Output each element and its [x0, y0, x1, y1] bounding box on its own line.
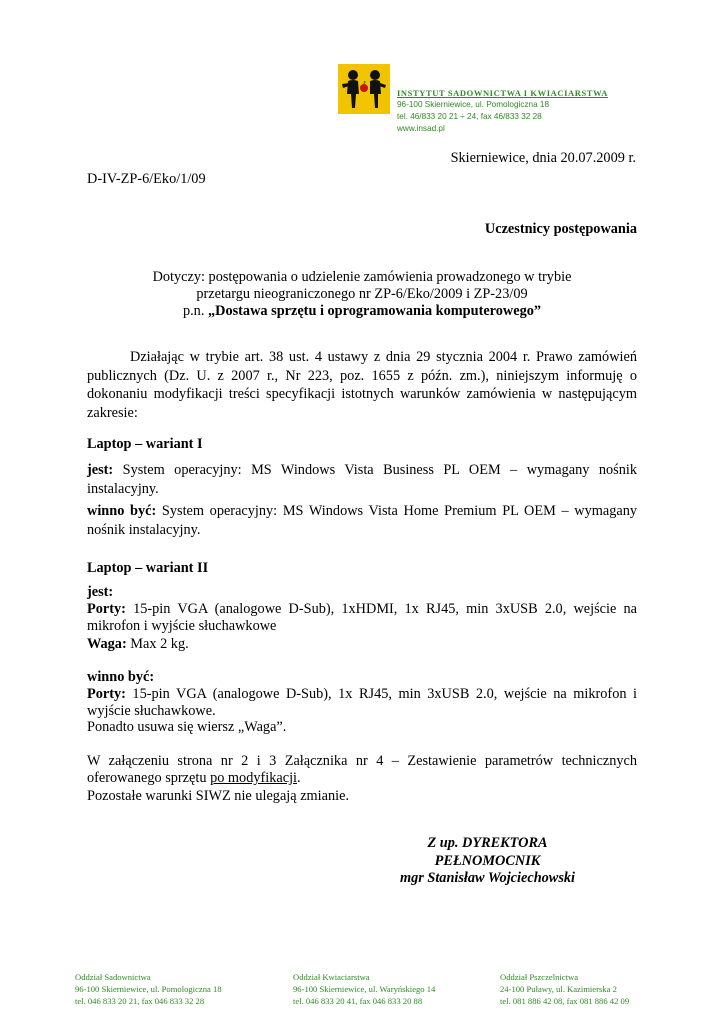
porty-label: Porty: [87, 601, 126, 617]
attachment-end: . [297, 770, 301, 786]
institute-phone: tel. 46/833 20 21 ÷ 24, fax 46/833 32 28 [397, 112, 542, 121]
footer-title: Oddział Sadownictwa [75, 972, 151, 982]
intro-paragraph: Działając w trybie art. 38 ust. 4 ustawy z dnia 29 stycznia 2004 r. Prawo zamówień publicznych (Dz. U. z 2007 r., Nr 223, poz. 1655 z późn. zm.), niniejszym informuję o dokonaniu modyfikacji treści specyfikacji istotnych warunków zamówienia w następującym zakresie: [87, 349, 637, 421]
attachment-text: W załączeniu strona nr 2 i 3 Załącznika nr 4 – Zestawienie parametrów technicznych oferowanego sprzętu [87, 753, 637, 786]
winno-label-2: winno być: [87, 669, 155, 685]
footer-address: 96-100 Skierniewice, ul. Pomologiczna 18 [75, 984, 222, 994]
variant1-heading [87, 436, 637, 453]
porty-winno-text: 15-pin VGA (analogowe D-Sub), 1x RJ45, min 3xUSB 2.0, wejście na mikrofon i wyjście słuchawkowe. [87, 686, 637, 719]
attachment-underlined: po modyfikacji [210, 770, 298, 786]
subject-line-2: przetargu nieograniczonego nr ZP-6/Eko/2009 i ZP-23/09 [196, 286, 528, 302]
recipient: Uczestnicy postępowania [484, 221, 637, 237]
closing-line: Pozostałe warunki SIWZ nie ulegają zmianie. [87, 788, 350, 804]
subject-block [87, 269, 637, 320]
institute-address: 96-100 Skierniewice, ul. Pomologiczna 18 [397, 100, 550, 109]
variant1-heading-text: Laptop – wariant I [87, 436, 203, 452]
variant2-waga [87, 636, 637, 653]
footer-phone: tel. 046 833 20 41, fax 046 833 20 88 [293, 996, 423, 1006]
variant1-winno-text: System operacyjny: MS Windows Vista Home Premium PL OEM – wymagany nośnik instalacyjny. [87, 503, 637, 538]
institute-logo [338, 64, 390, 114]
footer-address: 96-100 Skierniewice, ul. Waryńskiego 14 [293, 984, 436, 994]
variant2-porty-jest [87, 601, 637, 635]
porty-label-2: Porty: [87, 686, 126, 702]
subject-prefix: p.n. [182, 303, 208, 319]
subject-line-3 [87, 303, 637, 320]
footer-branch-3 [500, 971, 629, 1007]
subject-title: „Dostawa sprzętu i oprogramowania komputerowego” [207, 303, 542, 319]
footer-title: Oddział Kwiaciarstwa [293, 972, 370, 982]
footer-title: Oddział Pszczelnictwa [500, 972, 579, 982]
waga-text: Max 2 kg. [126, 636, 189, 652]
signature-line-2: PEŁNOMOCNIK [434, 852, 541, 869]
jest-label: jest: [87, 462, 114, 478]
variant2-heading-text: Laptop – wariant II [87, 560, 209, 576]
institute-website[interactable]: www.insad.pl [397, 124, 445, 133]
winno-label: winno być: [87, 503, 157, 519]
footer-phone: tel. 046 833 20 21, fax 046 833 32 28 [75, 996, 205, 1006]
attachment-paragraph [87, 753, 637, 787]
variant2-porty-winno [87, 686, 637, 720]
footer-address: 24-100 Puławy, ul. Kazimierska 2 [500, 984, 617, 994]
signature-line-3: mgr Stanisław Wojciechowski [399, 870, 576, 886]
variant1-jest-text: System operacyjny: MS Windows Vista Business PL OEM – wymagany nośnik instalacyjny. [87, 462, 637, 497]
date-line: Skierniewice, dnia 20.07.2009 r. [450, 150, 636, 166]
institute-name: INSTYTUT SADOWNICTWA I KWIACIARSTWA [397, 88, 608, 98]
subject-line-1: Dotyczy: postępowania o udzielenie zamówienia prowadzonego w trybie [152, 269, 572, 285]
variant2-note: Ponadto usuwa się wiersz „Waga”. [87, 719, 287, 735]
variant1-winno [87, 502, 637, 539]
waga-label: Waga: [87, 636, 127, 652]
porty-jest-text: 15-pin VGA (analogowe D-Sub), 1xHDMI, 1x RJ45, min 3xUSB 2.0, wejście na mikrofon i wyjście słuchawkowe [87, 601, 637, 634]
variant2-winno-label [87, 669, 637, 686]
footer-branch-1 [75, 971, 222, 1007]
signature-line-1: Z up. DYREKTORA [427, 835, 548, 851]
variant2-heading [87, 560, 637, 577]
reference-number: D-IV-ZP-6/Eko/1/09 [87, 171, 206, 187]
variant1-jest [87, 461, 637, 498]
letterhead [397, 87, 608, 135]
footer-phone: tel. 081 886 42 08, fax 081 886 42 09 [500, 996, 630, 1006]
signature-block [380, 835, 595, 888]
variant2-jest-label [87, 584, 637, 601]
jest-label-2: jest: [87, 584, 114, 600]
footer-branch-2 [293, 971, 435, 1007]
